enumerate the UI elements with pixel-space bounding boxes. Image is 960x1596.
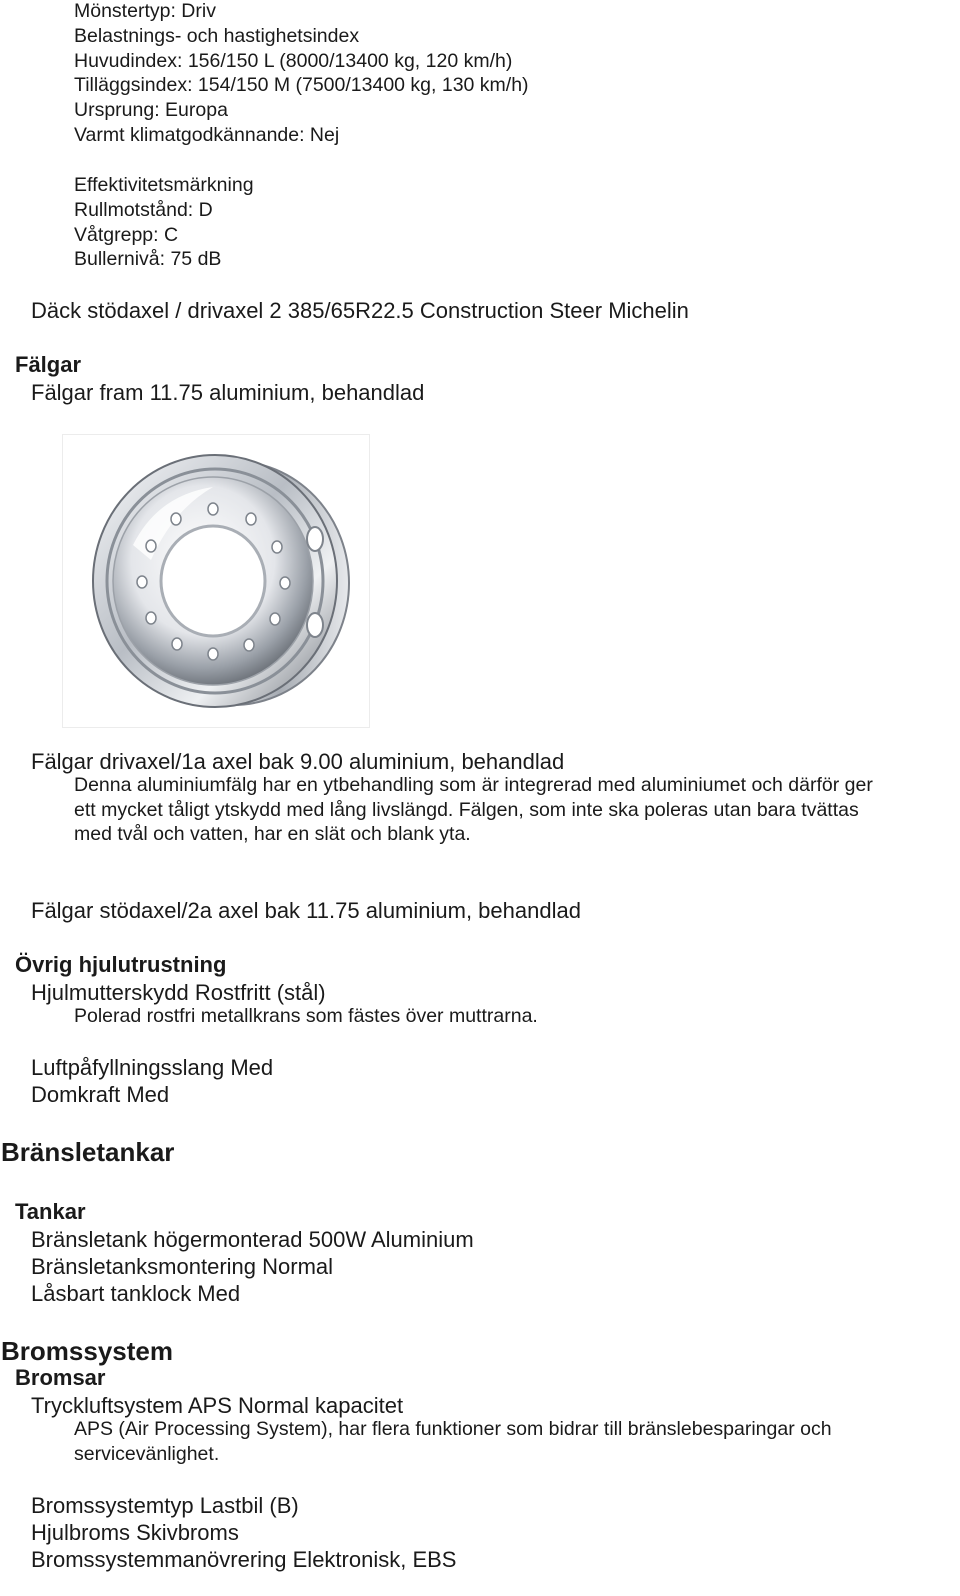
air-system-desc-line-2: servicevänlighet. (74, 1443, 220, 1465)
brake-system-heading: Bromssystem (1, 1336, 173, 1366)
wheel-nut-covers-desc: Polerad rostfri metallkrans som fästes över muttrarna. (74, 1005, 538, 1027)
inflation-hose: Luftpåfyllningsslang Med (31, 1055, 274, 1080)
wheel-nut-covers: Hjulmutterskydd Rostfritt (stål) (31, 980, 326, 1005)
jack: Domkraft Med (31, 1082, 170, 1107)
fuel-tank: Bränsletank högermonterad 500W Aluminium (31, 1227, 474, 1252)
fuel-tank-mounting: Bränsletanksmontering Normal (31, 1254, 334, 1279)
rims-heading: Fälgar (15, 352, 82, 377)
extra-index: Tilläggsindex: 154/150 M (7500/13400 kg, 130 km/h) (74, 74, 529, 96)
rim-image (62, 434, 370, 728)
lockable-fuel-cap: Låsbart tanklock Med (31, 1281, 241, 1306)
rims-rear-drive: Fälgar drivaxel/1a axel bak 9.00 aluminium, behandlad (31, 749, 565, 774)
air-system-desc-line-1: APS (Air Processing System), har flera funktioner som bidrar till bränslebesparingar och (74, 1418, 832, 1440)
wheel-brake: Hjulbroms Skivbroms (31, 1520, 239, 1545)
noise-level: Bullernivå: 75 dB (74, 248, 222, 270)
rims-rear-drive-desc-line-1: Denna aluminiumfälg har en ytbehandling som är integrerad med aluminiumet och därför ger (74, 774, 873, 796)
fuel-tanks-heading: Bränsletankar (1, 1137, 175, 1167)
tanks-subheading: Tankar (15, 1199, 86, 1224)
brake-system-type: Bromssystemtyp Lastbil (B) (31, 1493, 299, 1518)
warm-climate-approval: Varmt klimatgodkännande: Nej (74, 124, 340, 146)
rims-rear-drive-desc-line-2: ett mycket tåligt ytskydd med lång livslängd. Fälgen, som inte ska poleras utan bara tvättas (74, 799, 859, 821)
tyre-pattern: Mönstertyp: Driv (74, 0, 216, 22)
rims-support-axle: Fälgar stödaxel/2a axel bak 11.75 aluminium, behandlad (31, 898, 581, 923)
main-index: Huvudindex: 156/150 L (8000/13400 kg, 120 km/h) (74, 50, 513, 72)
rims-front: Fälgar fram 11.75 aluminium, behandlad (31, 380, 425, 405)
rolling-resistance: Rullmotstånd: D (74, 199, 213, 221)
air-system: Tryckluftsystem APS Normal kapacitet (31, 1393, 404, 1418)
aluminium-rim-illustration (63, 435, 369, 727)
wheel-equipment-heading: Övrig hjulutrustning (15, 952, 227, 977)
brakes-subheading: Bromsar (15, 1365, 106, 1390)
load-speed-heading: Belastnings- och hastighetsindex (74, 25, 360, 47)
axle-tyre: Däck stödaxel / drivaxel 2 385/65R22.5 Construction Steer Michelin (31, 298, 689, 323)
wet-grip: Våtgrepp: C (74, 224, 179, 246)
origin: Ursprung: Europa (74, 99, 228, 121)
brake-control: Bromssystemmanövrering Elektronisk, EBS (31, 1547, 457, 1572)
rims-rear-drive-desc-line-3: med tvål och vatten, har en slät och blank yta. (74, 823, 471, 845)
efficiency-heading: Effektivitetsmärkning (74, 174, 254, 196)
